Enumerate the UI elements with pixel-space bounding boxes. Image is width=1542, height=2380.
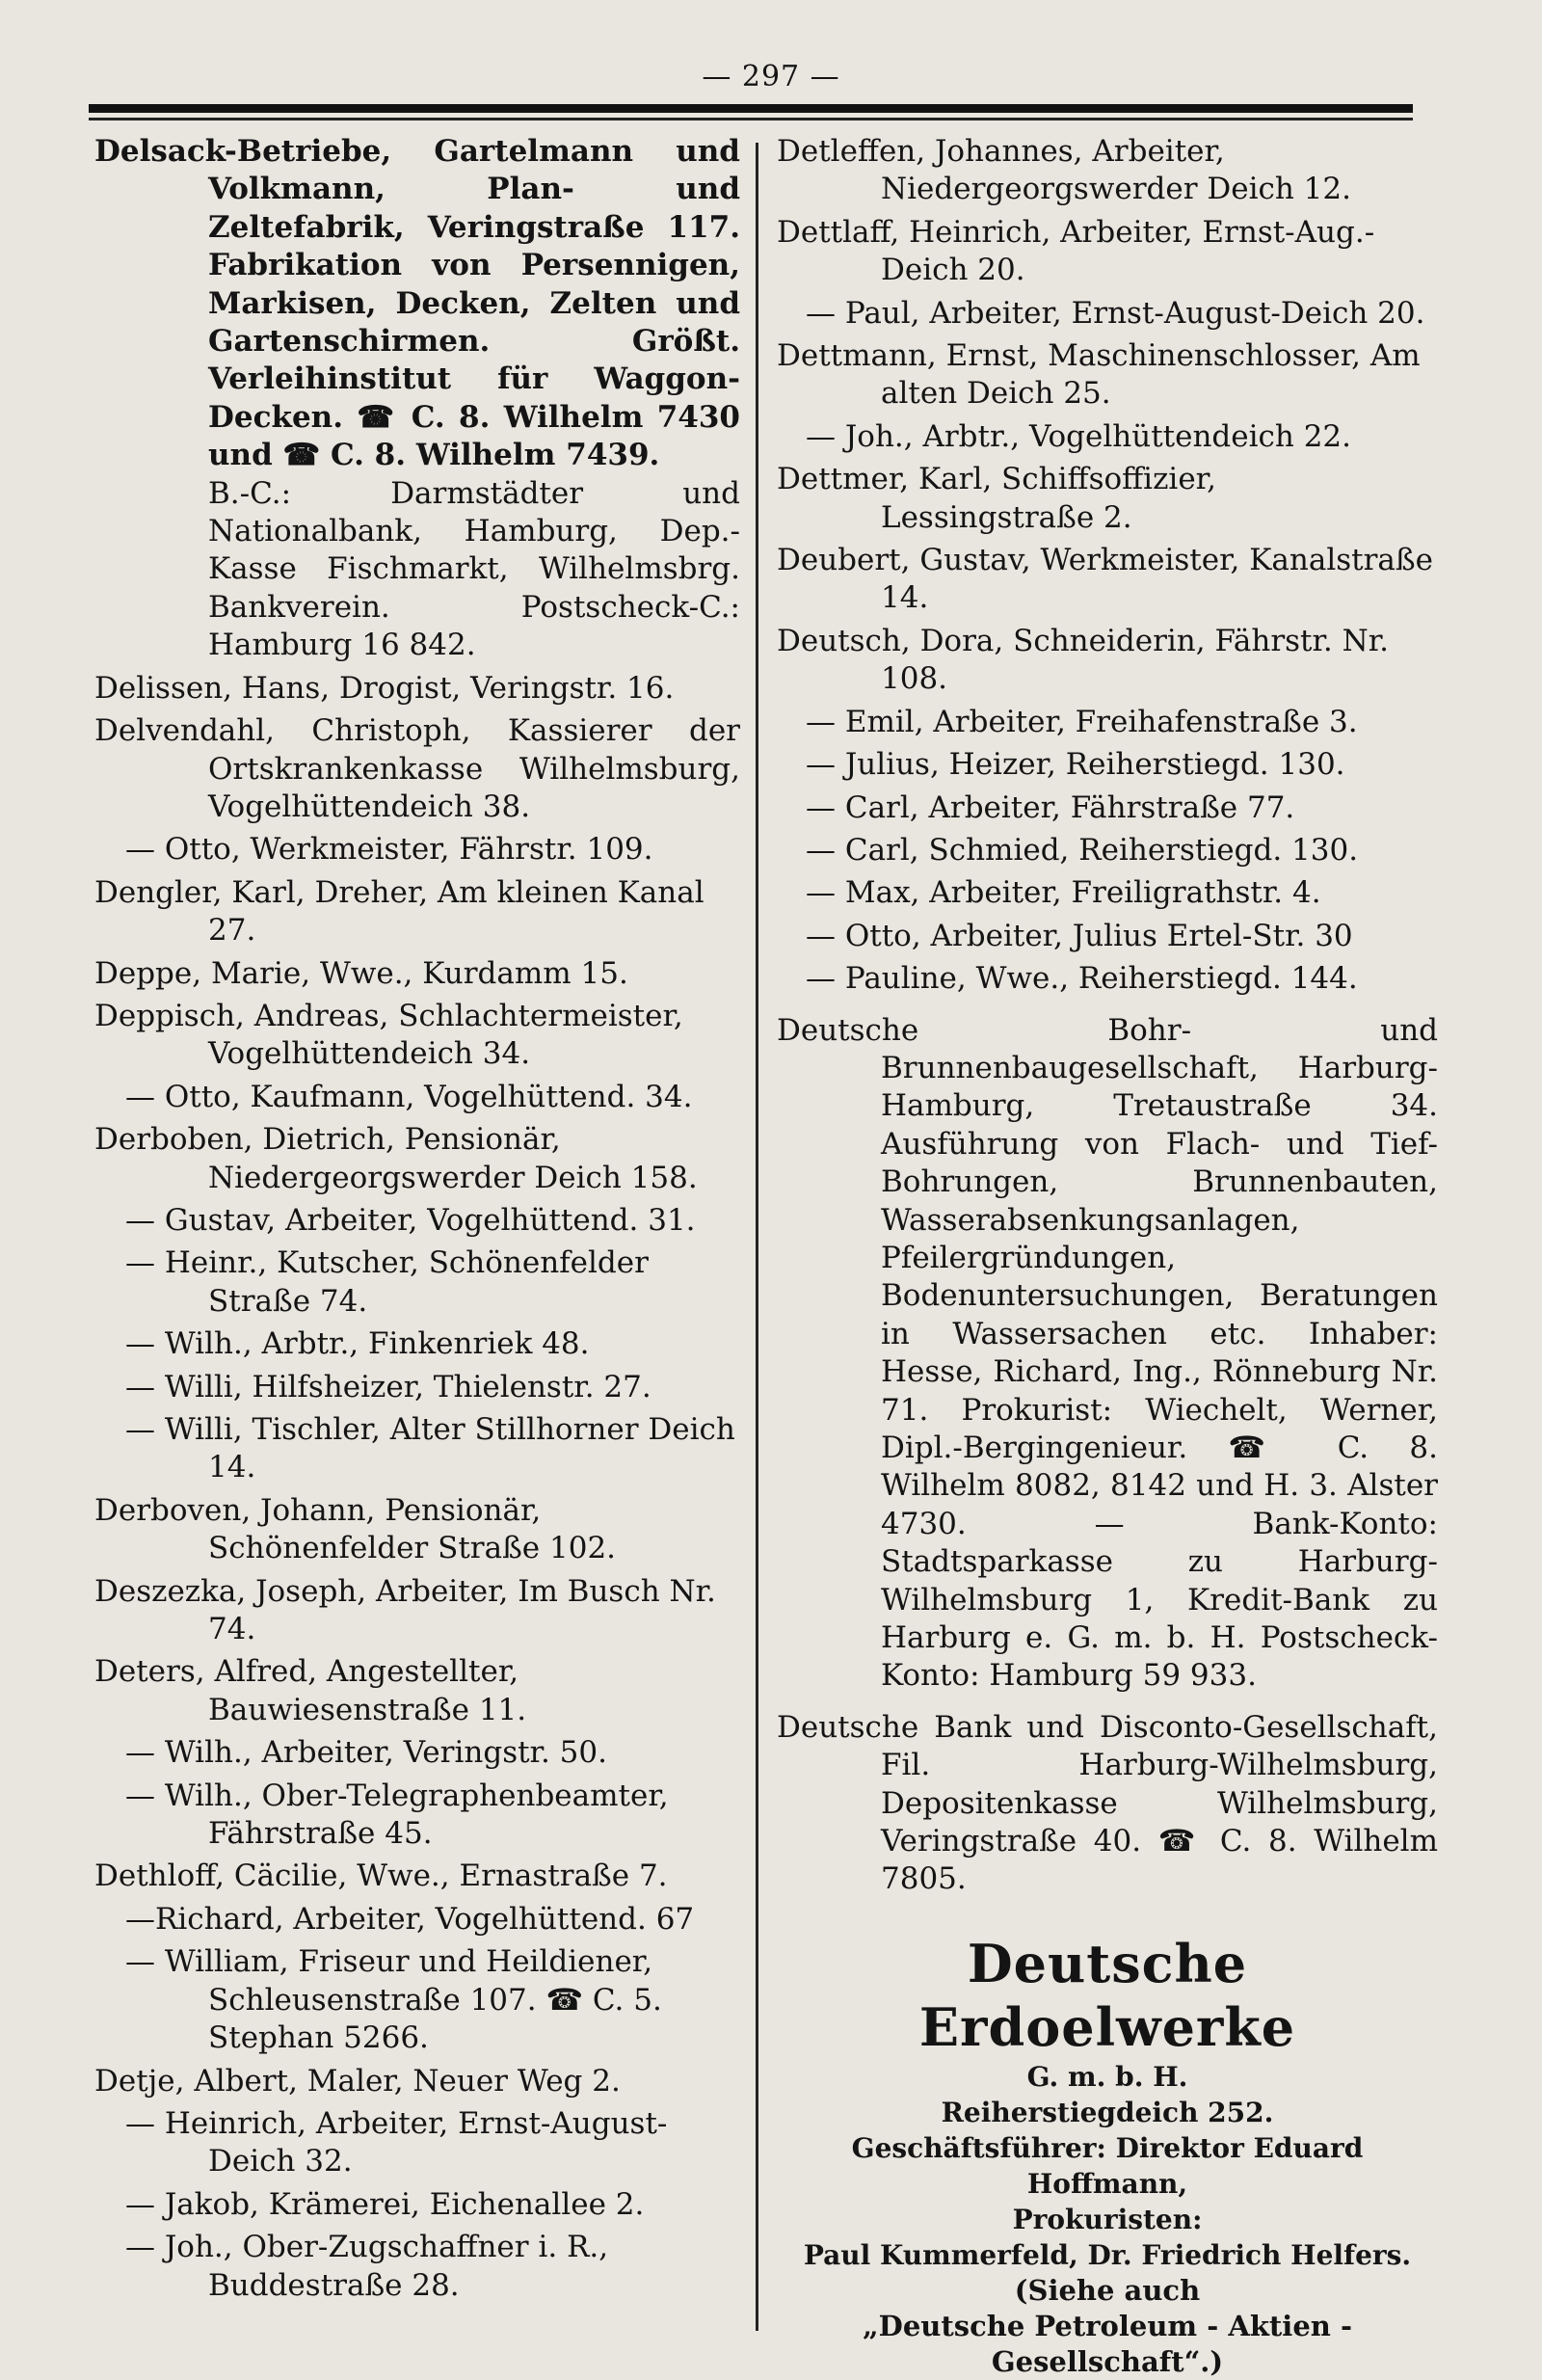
ad-see-also-target: „Deutsche Petroleum - Aktien - Gesellschaft“.) [862, 2309, 1352, 2378]
advertisement-erdoelwerke [777, 1932, 1438, 2380]
directory-entry: — Wilh., Ober-Telegraphenbeamter, Fährstraße 45. [125, 1778, 669, 1852]
directory-entry: Detleffen, Johannes, Arbeiter, Niedergeorgswerder Deich 12. [777, 134, 1351, 207]
directory-entry-deutsche-bank: Deutsche Bank und Disconto-Gesellschaft, Fil. Harburg-Wilhelmsburg, Depositenkasse Wilhelmsburg, Veringstraße 40. ☎ C. 8. Wilhelm 7805. [777, 1709, 1438, 1897]
directory-entry: —Richard, Arbeiter, Vogelhüttend. 67 [125, 1901, 695, 1937]
directory-entry: — Pauline, Wwe., Reiherstiegd. 144. [806, 961, 1358, 997]
directory-entry: — Wilh., Arbeiter, Veringstr. 50. [125, 1735, 607, 1771]
header-rule-thick [89, 104, 1413, 113]
right-column [777, 133, 1438, 2380]
ad-company-form: G. m. b. H. [1026, 2060, 1188, 2093]
directory-entry: — Otto, Arbeiter, Julius Ertel-Str. 30 [806, 918, 1353, 953]
directory-entry: — Julius, Heizer, Reiherstiegd. 130. [806, 747, 1345, 783]
directory-entry: — Joh., Arbtr., Vogelhüttendeich 22. [806, 418, 1352, 454]
directory-entry: Dettmann, Ernst, Maschinenschlosser, Am alten Deich 25. [777, 338, 1421, 412]
directory-entry: — Carl, Arbeiter, Fährstraße 77. [806, 789, 1295, 825]
directory-entry: Deppe, Marie, Wwe., Kurdamm 15. [94, 955, 628, 991]
directory-entry-delsack-bank: B.-C.: Darmstädter und Nationalbank, Hamburg, Dep.-Kasse Fischmarkt, Wilhelmsbrg. Bankverein. Postscheck-C.: Hamburg 16 842. [208, 475, 740, 663]
directory-entry: — Gustav, Arbeiter, Vogelhüttend. 31. [125, 1202, 696, 1238]
directory-entry: — Otto, Kaufmann, Vogelhüttend. 34. [125, 1079, 693, 1114]
directory-entry: Derboven, Johann, Pensionär, Schönenfelder Straße 102. [94, 1492, 617, 1566]
header-rule-thin [89, 118, 1413, 120]
directory-entry: — Heinr., Kutscher, Schönenfelder Straße 74. [125, 1245, 649, 1319]
directory-entry-bohrgesellschaft: Deutsche Bohr- und Brunnenbaugesellschaft, Harburg-Hamburg, Tretaustraße 34. Ausführung von Flach- und Tief-Bohrungen, Brunnenbauten, Wasserabsenkungsanlagen, Pfeilergründungen, Bodenuntersuchungen, Beratungen in Wassersachen etc. Inhaber: Hesse, Richard, Ing., Rönneburg Nr. 71. Prokurist: Wiechelt, Werner, Dipl.-Bergingenieur. ☎ C. 8. Wilhelm 8082, 8142 und H. 3. Alster 4730. — Bank-Konto: Stadtsparkasse zu Harburg-Wilhelmsburg 1, Kredit-Bank zu Harburg e. G. m. b. H. Postscheck-Konto: Hamburg 59 933. [777, 1012, 1438, 1694]
directory-entry: — Heinrich, Arbeiter, Ernst-August-Deich 32. [125, 2105, 668, 2179]
directory-entry: — Wilh., Arbtr., Finkenriek 48. [125, 1326, 590, 1362]
directory-entry: Dettlaff, Heinrich, Arbeiter, Ernst-Aug.-Deich 20. [777, 214, 1375, 288]
directory-entry: Dengler, Karl, Dreher, Am kleinen Kanal 27. [94, 874, 705, 949]
directory-entry: — Otto, Werkmeister, Fährstr. 109. [125, 832, 653, 868]
directory-entry: Deutsch, Dora, Schneiderin, Fährstr. Nr. 108. [777, 623, 1390, 697]
directory-entry: Detje, Albert, Maler, Neuer Weg 2. [94, 2063, 621, 2099]
ad-prokuristen-label: Prokuristen: [1012, 2203, 1203, 2235]
directory-entry: — Joh., Ober-Zugschaffner i. R., Buddestraße 28. [125, 2230, 609, 2303]
column-divider [756, 143, 758, 2331]
directory-entry: — William, Friseur und Heildiener, Schleusenstraße 107. ☎ C. 5. Stephan 5266. [125, 1944, 662, 2056]
page-number: — 297 — [702, 60, 840, 94]
directory-entry: — Paul, Arbeiter, Ernst-August-Deich 20. [806, 295, 1425, 331]
directory-entry: Delissen, Hans, Drogist, Veringstr. 16. [94, 670, 675, 706]
directory-entry: Deubert, Gustav, Werkmeister, Kanalstraße 14. [777, 543, 1433, 616]
directory-entry-delsack [94, 133, 740, 475]
directory-entry: Dettmer, Karl, Schiffsoffizier, Lessingstraße 2. [777, 462, 1216, 535]
ad-address: Reiherstiegdeich 252. [941, 2096, 1274, 2128]
ad-prokuristen: Paul Kummerfeld, Dr. Friedrich Helfers. [803, 2238, 1412, 2271]
directory-entry: — Willi, Tischler, Alter Stillhorner Deich 14. [125, 1412, 735, 1485]
entry-text: Gartelmann und Volkmann, Plan- und Zeltefabrik, Veringstraße 117. Fabrikation von Persennigen, Markisen, Decken, Zelten und Gartenschirmen. Größt. Verleihinstitut für Waggon-Decken. ☎ C. 8. Wilhelm 7430 und ☎ C. 8. Wilhelm 7439. [208, 134, 740, 473]
directory-entry: Dethloff, Cäcilie, Wwe., Ernastraße 7. [94, 1859, 668, 1894]
directory-entry: — Carl, Schmied, Reiherstiegd. 130. [806, 832, 1359, 868]
ad-title: Deutsche Erdoelwerke [918, 1932, 1296, 2058]
directory-entry: Deszezka, Joseph, Arbeiter, Im Busch Nr. 74. [94, 1573, 716, 1647]
directory-entry: — Max, Arbeiter, Freiligrathstr. 4. [806, 875, 1321, 911]
directory-entry: — Willi, Hilfsheizer, Thielenstr. 27. [125, 1369, 651, 1404]
ad-see-also: (Siehe auch [1014, 2273, 1201, 2307]
left-column [94, 133, 740, 2310]
directory-entry: — Jakob, Krämerei, Eichenallee 2. [125, 2186, 645, 2222]
directory-entry: Delvendahl, Christoph, Kassierer der Ortskrankenkasse Wilhelmsburg, Vogelhüttendeich 38. [94, 713, 740, 824]
directory-entry: — Emil, Arbeiter, Freihafenstraße 3. [806, 704, 1358, 739]
ad-managers: Geschäftsführer: Direktor Eduard Hoffmann, [851, 2131, 1364, 2200]
entry-head: Delsack-Betriebe, [94, 134, 392, 169]
directory-entry: Deppisch, Andreas, Schlachtermeister, Vogelhüttendeich 34. [94, 998, 683, 1072]
directory-entry: Derboben, Dietrich, Pensionär, Niedergeorgswerder Deich 158. [94, 1122, 698, 1195]
directory-entry: Deters, Alfred, Angestellter, Bauwiesenstraße 11. [94, 1654, 527, 1727]
